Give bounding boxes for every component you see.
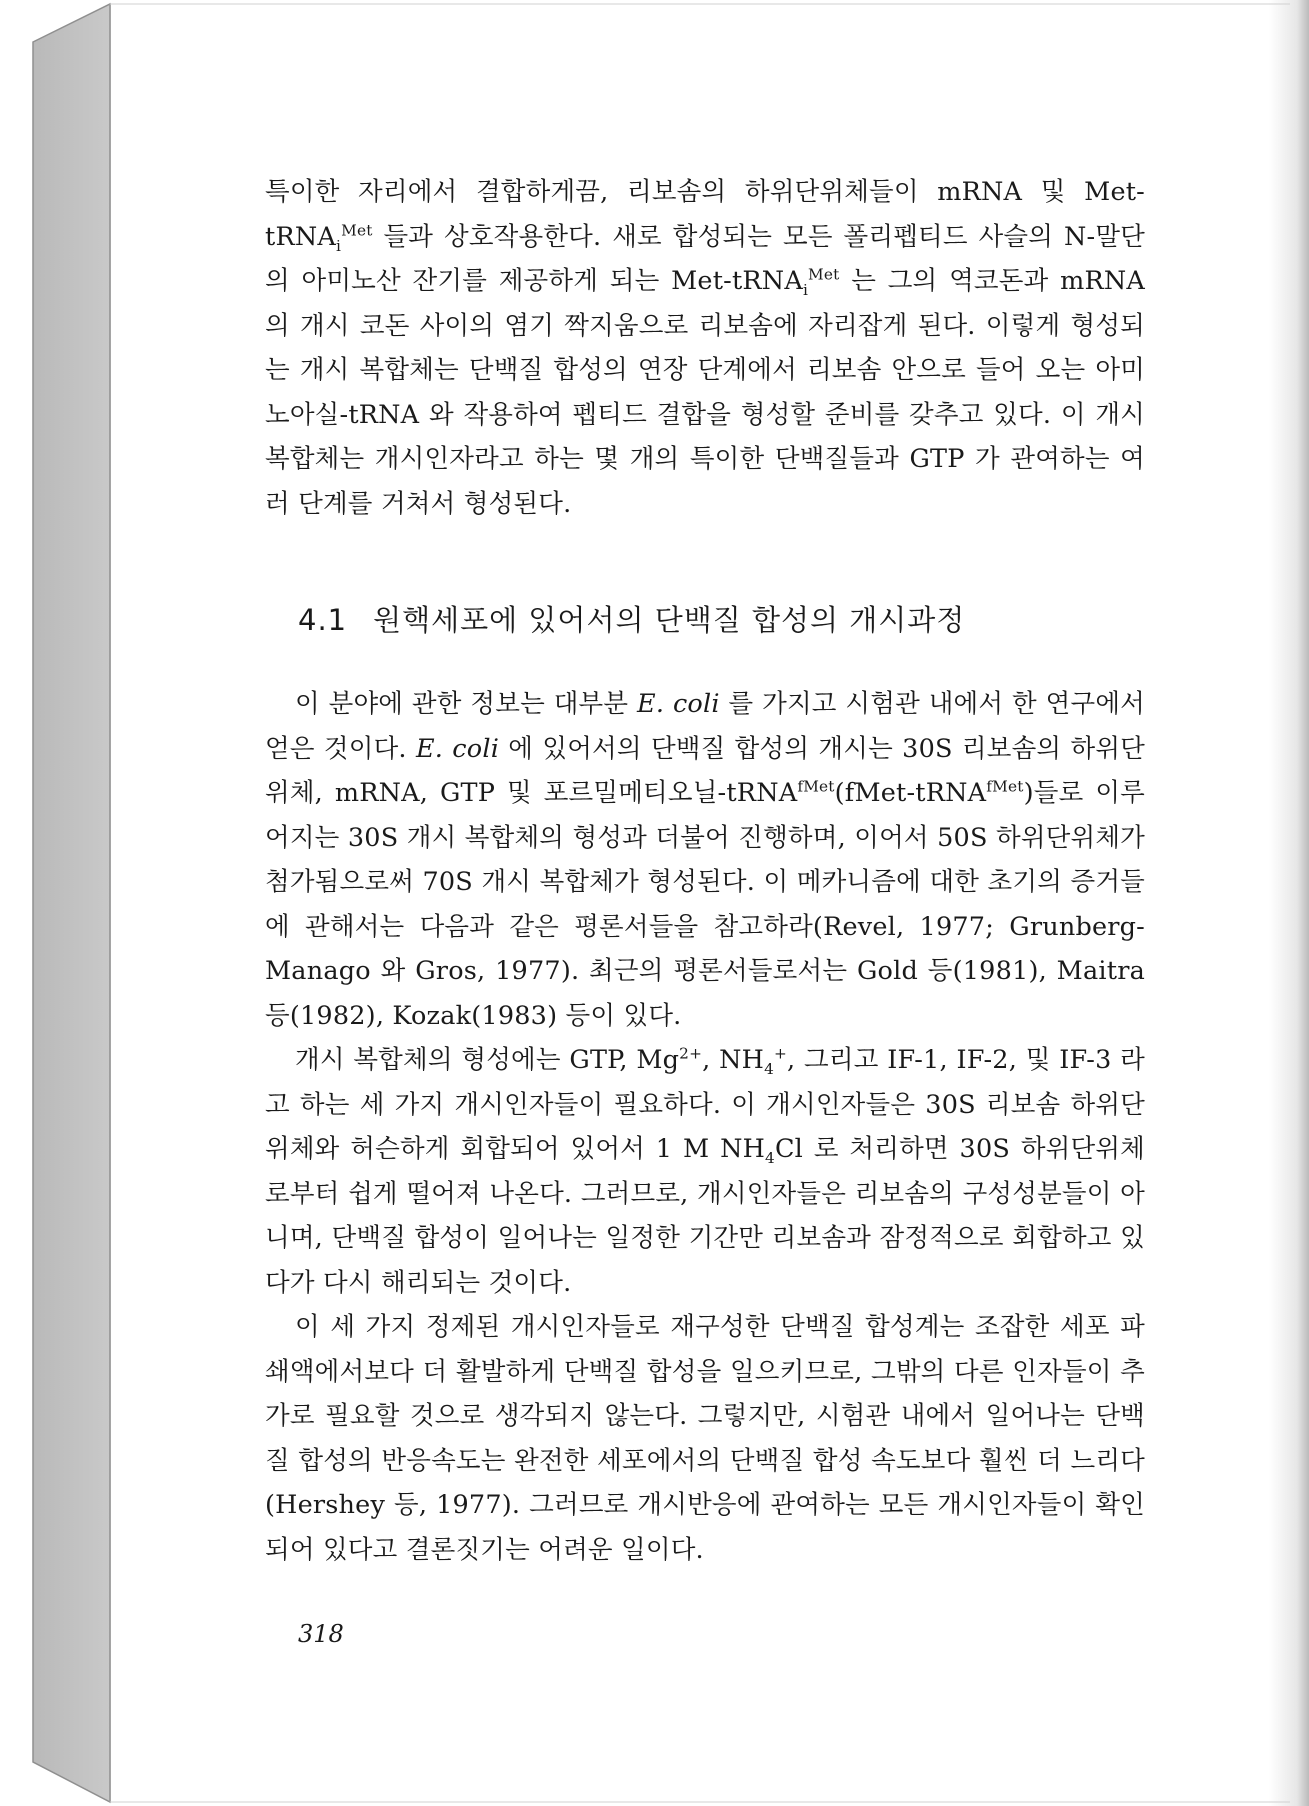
section-number: 4.1 [298,603,348,637]
top-paragraph-text-1: 특이한 자리에서 결합하게끔, 리보솜의 하위단위체들이 mRNA 및 Met-tRNA [265,177,1145,252]
paragraph-2-text-a: 개시 복합체의 형성에는 GTP, Mg [295,1045,680,1075]
body-paragraphs [265,682,1145,1572]
section-title: 원핵세포에 있어서의 단백질 합성의 개시과정 [373,603,966,637]
page-number: 318 [298,1620,344,1648]
subscript-i: i [802,281,809,300]
superscript-charge: + [774,1044,788,1063]
species-name-ecoli: E. coli [637,689,720,719]
paragraph-3: 이 세 가지 정제된 개시인자들로 재구성한 단백질 합성계는 조잡한 세포 파쇄액에서보다 더 활발하게 단백질 합성을 일으키므로, 그밖의 다른 인자들이 추가로 필요할 것으로 생각되지 않는다. 그렇지만, 시험관 내에서 일어나는 단백질 합성의 반응속도는 완전한 세포에서의 단백질 합성 속도보다 훨씬 더 느리다(Hershey 등, 1977). 그러므로 개시반응에 관여하는 모든 개시인자들이 확인되어 있다고 결론짓기는 어려운 일이다. [265,1312,1145,1565]
page-edge-shadow [1269,0,1309,1806]
paragraph-1-text-e: )들로 이루어지는 30S 개시 복합체의 형성과 더불어 진행하며, 이어서 50S 하위단위체가 첨가됨으로써 70S 개시 복합체가 형성된다. 이 메카니즘에 대한 초기의 증거들에 관해서는 다음과 같은 평론서들을 참고하라(Revel, 1977; Grunberg-Manago 와 Gros, 1977). 최근의 평론서들로서는 Gold 등(1981), Maitra 등(1982), Kozak(1983) 등이 있다. [265,778,1145,1031]
section-heading [298,598,965,639]
top-paragraph-block [265,170,1145,526]
paragraph-2-text-d: Cl 로 처리하면 30S 하위단위체로부터 쉽게 떨어져 나온다. 그러므로, 개시인자들은 리보솜의 구성성분들이 아니며, 단백질 합성이 일어나는 일정한 기간만 리보솜과 잠정적으로 회합하고 있다가 다시 해리되는 것이다. [265,1134,1145,1298]
superscript-met: Met [341,221,373,239]
superscript-charge: 2+ [679,1044,703,1063]
superscript-met: Met [808,265,840,284]
species-name-ecoli: E. coli [415,733,500,764]
subscript-4: 4 [764,1060,775,1079]
paragraph-1 [265,682,1145,1038]
top-paragraph [265,170,1145,526]
paragraph-1-text-b: 를 가지고 시험관 내에서 한 연구에서 얻은 것이다. [265,689,1145,764]
top-paragraph-text-2: 들과 상호작용한다. 새로 합성되는 모든 폴리펩티드 사슬의 N-말단의 아미노산 잔기를 제공하게 되는 Met-tRNA [265,221,1145,296]
subscript-i: i [335,236,342,255]
paragraph-2-text-c: , 그리고 IF-1, IF-2, 및 IF-3 라고 하는 세 가지 개시인자들이 필요하다. 이 개시인자들은 30S 리보솜 하위단위체와 허슨하게 회합되어 있어서 1 M NH [265,1045,1146,1164]
superscript-fmet: fMet [986,777,1024,796]
paragraph-2 [265,1038,1145,1305]
paragraph-1-text-a: 이 분야에 관한 정보는 대부분 [295,689,638,719]
top-paragraph-text-3: 는 그의 역코돈과 mRNA 의 개시 코돈 사이의 염기 짝지움으로 리보솜에 자리잡게 된다. 이렇게 형성되는 개시 복합체는 단백질 합성의 연장 단계에서 리보솜 안으로 들어 오는 아미노아실-tRNA 와 작용하여 펩티드 결합을 형성할 준비를 갖추고 있다. 이 개시 복합체는 개시인자라고 하는 몇 개의 특이한 단백질들과 GTP 가 관여하는 여러 단계를 거쳐서 형성된다. [265,266,1146,519]
superscript-fmet: fMet [797,777,835,796]
paragraph-1-text-c: 에 있어서의 단백질 합성의 개시는 30S 리보솜의 하위단위체, mRNA, GTP 및 포르밀메티오닐-tRNA [265,733,1145,808]
paragraph-2-text-b: , NH [702,1045,765,1075]
subscript-4: 4 [765,1149,775,1168]
paragraph-1-text-d: (fMet-tRNA [834,778,987,808]
